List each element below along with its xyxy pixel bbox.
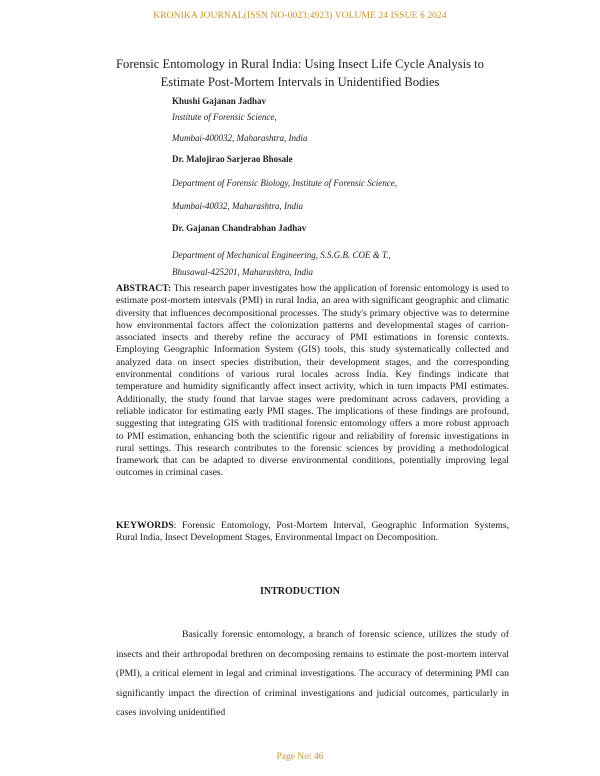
journal-header: KRONIKA JOURNAL(ISSN NO-0023:4923) VOLUME 24 ISSUE 6 2024 [153, 11, 447, 21]
author-affiliation: Institute of Forensic Science, [172, 112, 277, 122]
author-name: Dr. Gajanan Chandrabhan Jadhav [172, 223, 307, 233]
author-affiliation: Bhusawal-425201, Maharashtra, India [172, 267, 314, 277]
keywords [116, 520, 509, 545]
abstract [116, 283, 509, 480]
section-heading: INTRODUCTION [259, 586, 340, 597]
intro-paragraph [116, 625, 509, 723]
author-name: Khushi Gajanan Jadhav [172, 96, 267, 106]
author-name: Dr. Malojirao Sarjerao Bhosale [172, 154, 293, 164]
keywords-label: KEYWORDS [116, 520, 174, 531]
paper-title-line-2: Estimate Post-Mortem Intervals in Unidentified Bodies [160, 75, 440, 89]
author-affiliation: Department of Mechanical Engineering, S.S.G.B. COE & T., [172, 250, 391, 260]
intro-text: Basically forensic entomology, a branch of forensic science, utilizes the study of insects and their arthropodal brethren on decomposing remains to estimate the post-mortem interval (PMI), a critical element in legal and criminal investigations. The accuracy of determining PMI can significantly impact the direction of criminal investigations and judicial outcomes, particularly in cases involving unidentified [116, 629, 509, 718]
abstract-text: This research paper investigates how the application of forensic entomology is used to estimate post-mortem intervals (PMI) in rural India, an area with significant geographic and climatic diversity that influences decompositional processes. The study's primary objective was to determine how environmental factors affect the colonization patterns and developmental stages of carrion-associated insects and thereby refine the accuracy of PMI estimations in forensic contexts. Employing Geographic Information System (GIS) tools, this study systematically collected and analyzed data on insect species distribution, their development stages, and the corresponding environmental conditions of various rural locales across India. Key findings indicate that temperature and humidity significantly affect insect activity, which in turn impacts PMI estimates. Additionally, the study found that larvae stages were predominant across cadavers, providing a reliable indicator for estimating early PMI stages. The implications of these findings are profound, suggesting that integrating GIS with traditional forensic entomology offers a more robust approach to PMI estimation, enhancing both the scientific rigour and reliability of forensic investigations in rural settings. This research contributes to the forensic sciences by providing a methodological framework that can be adapted to diverse environmental conditions, potentially improving legal outcomes in criminal cases. [116, 283, 509, 479]
paper-title-line-1: Forensic Entomology in Rural India: Using Insect Life Cycle Analysis to [116, 57, 484, 71]
author-affiliation: Mumbai-400032, Maharashtra, India [172, 133, 308, 143]
abstract-label: ABSTRACT: [116, 283, 172, 294]
keywords-text: : Forensic Entomology, Post-Mortem Interval, Geographic Information Systems, Rural India, Insect Development Stages, Environmental Impact on Decomposition. [116, 520, 509, 544]
author-affiliation: Department of Forensic Biology, Institute of Forensic Science, [172, 178, 398, 188]
page-number: Page No: 46 [276, 752, 324, 762]
author-affiliation: Mumbai-40032, Maharashtra, India [172, 201, 303, 211]
paper-title [90, 55, 510, 91]
